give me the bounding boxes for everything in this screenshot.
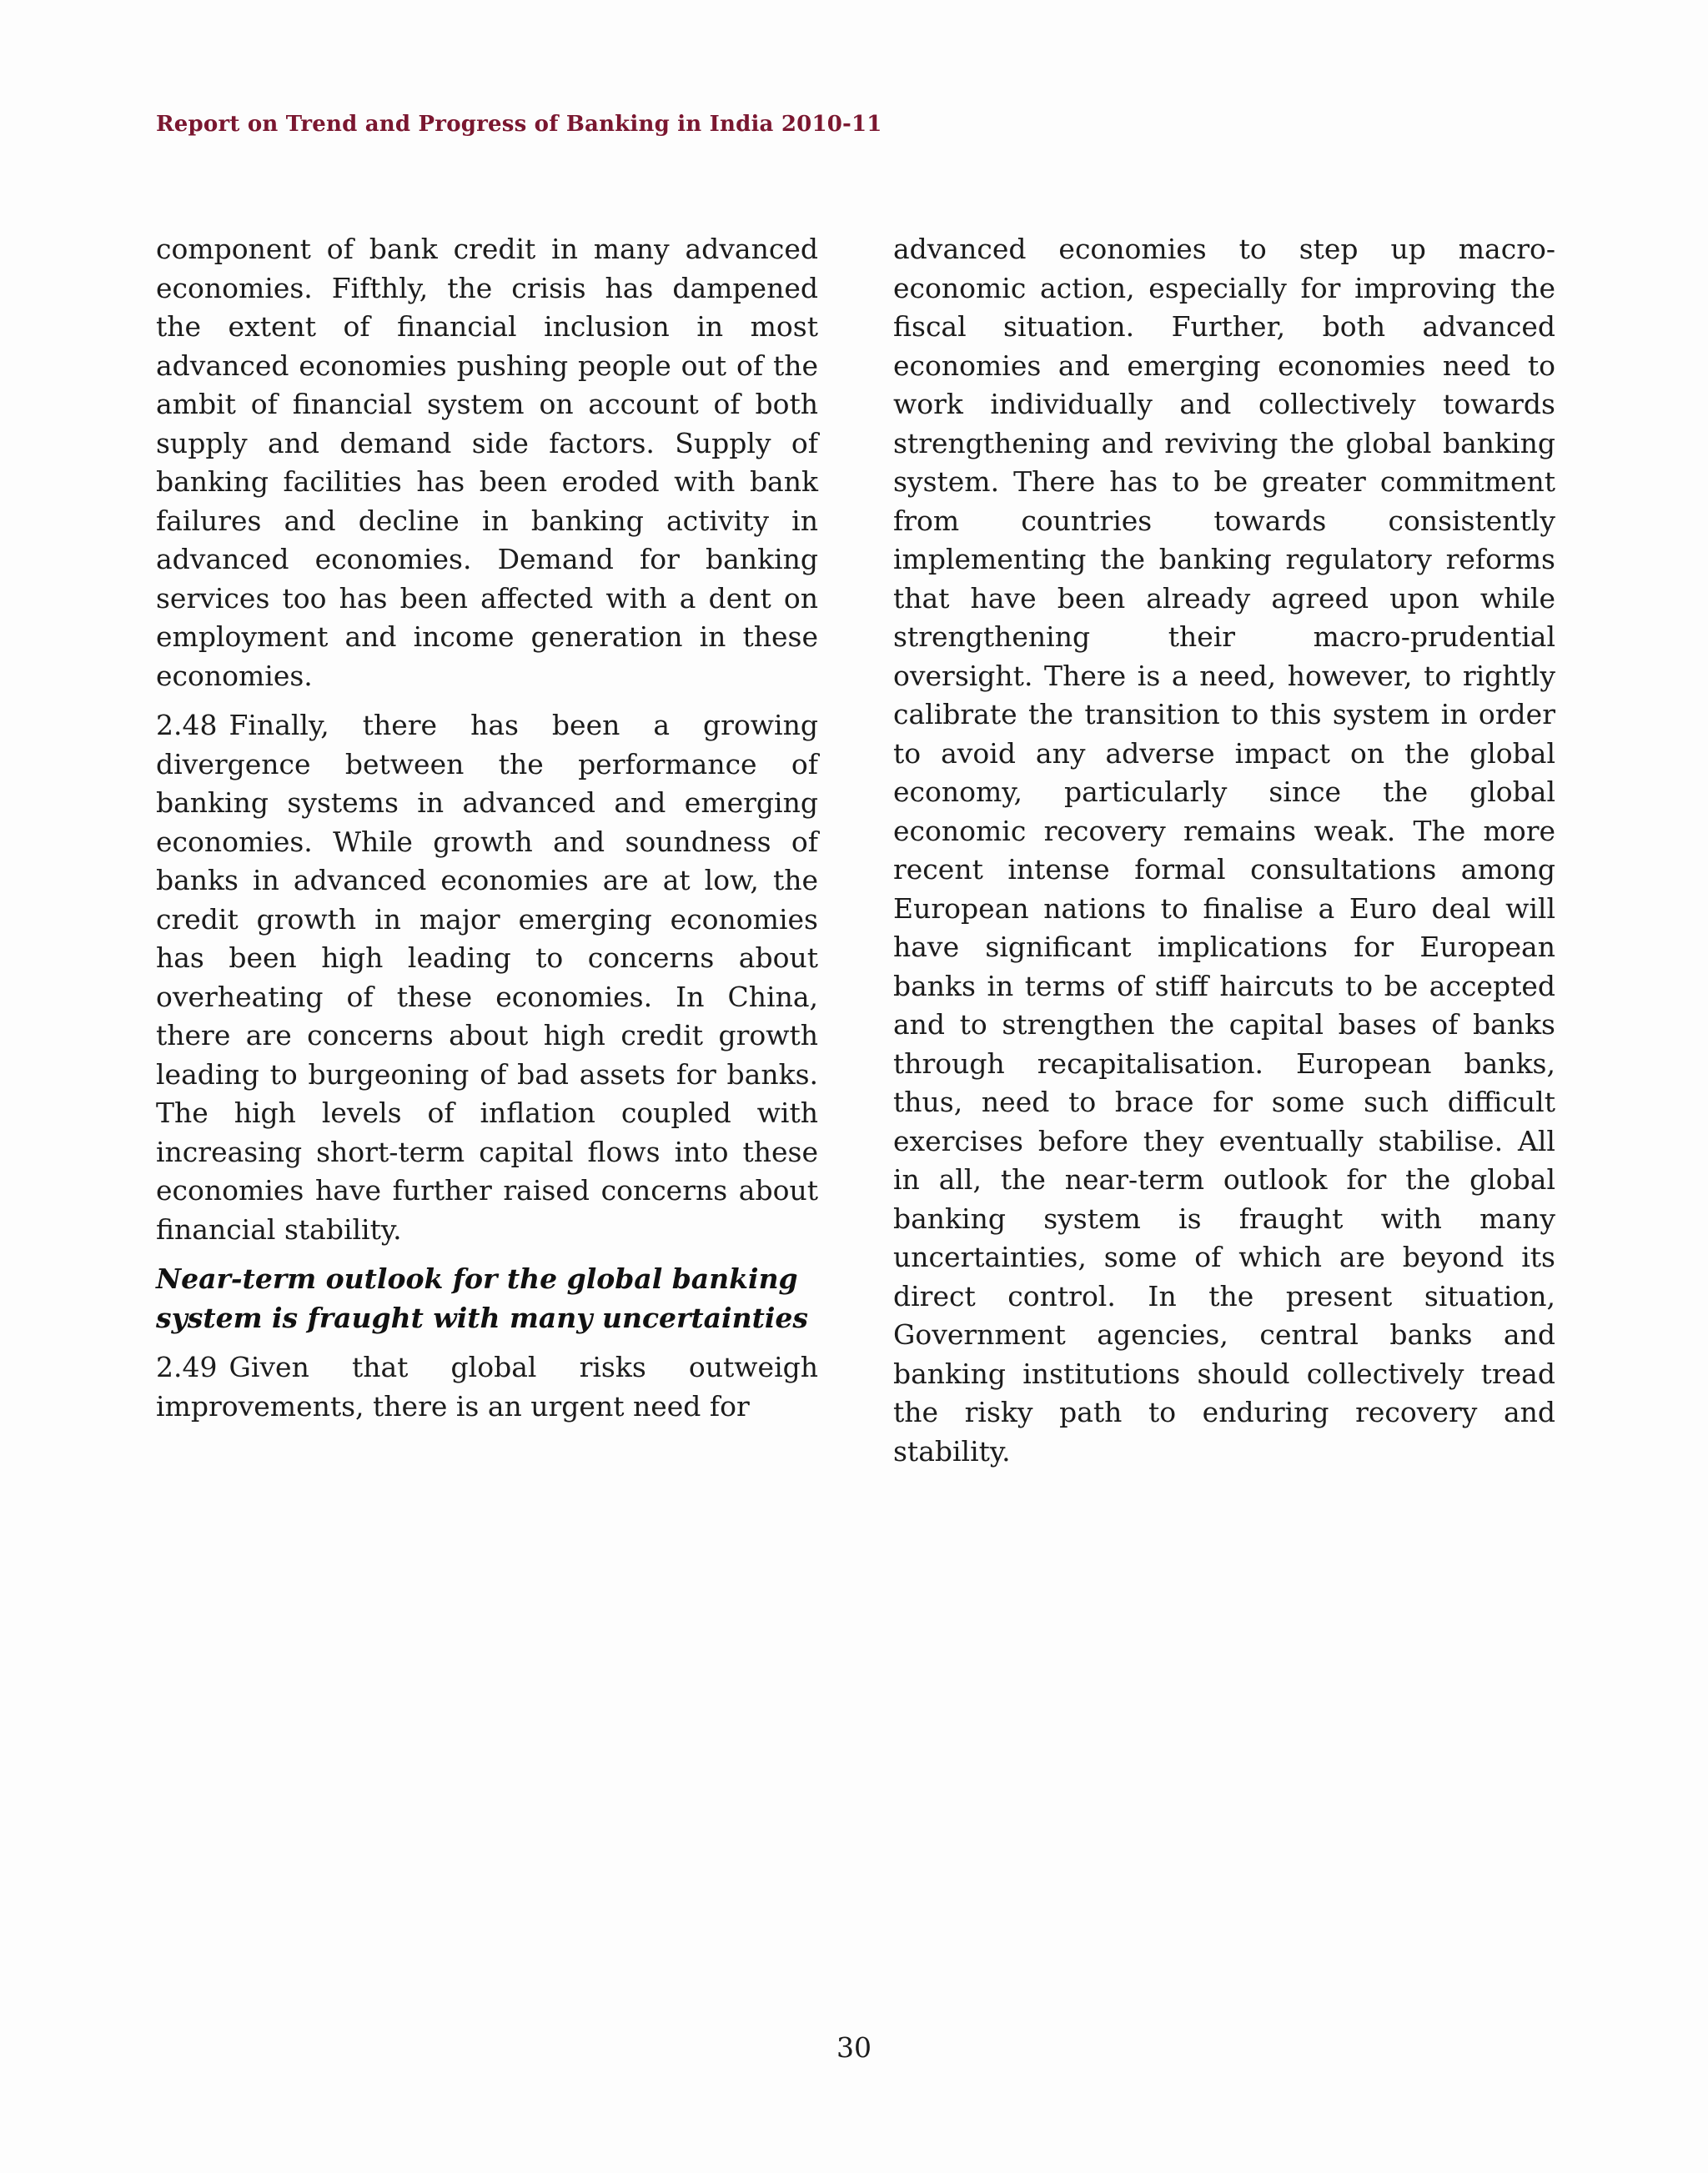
- paragraph-2-49-continued: advanced economies to step up macro-economic action, especially for improving the fiscal situation. Further, both advanced economies and emerging economies need to work individually and collectively towards strengthening and reviving the global banking system. There has to be greater commitment from countries towards consistently implementing the banking regulatory reforms that have been already agreed upon while strengthening their macro-prudential oversight. There is a need, however, to rightly calibrate the transition to this system in order to avoid any adverse impact on the global economy, particularly since the global economic recovery remains weak. The more recent intense formal consultations among European nations to finalise a Euro deal will have significant implications for European banks in terms of stiff haircuts to be accepted and to strengthen the capital bases of banks through recapitalisation. European banks, thus, need to brace for some such difficult exercises before they eventually stabilise. All in all, the near-term outlook for the global banking system is fraught with many uncertainties, some of which are beyond its direct control. In the present situation, Government agencies, central banks and banking institutions should collectively tread the risky path to enduring recovery and stability.: [893, 233, 1555, 1468]
- left-column: [156, 230, 818, 1437]
- paragraph-continued: component of bank credit in many advanced economies. Fifthly, the crisis has dampened the extent of financial inclusion in most advanced economies pushing people out of the ambit of financial system on account of both supply and demand side factors. Supply of banking facilities has been eroded with bank failures and decline in banking activity in advanced economies. Demand for banking services too has been affected with a dent on employment and income generation in these economies.: [156, 233, 818, 692]
- paragraph-text: Finally, there has been a growing divergence between the performance of banking systems in advanced and emerging economies. While growth and soundness of banks in advanced economies are at low, the credit growth in major emerging economies has been high leading to concerns about overheating of these economies. In China, there are concerns about high credit growth leading to burgeoning of bad assets for banks. The high levels of inflation coupled with increasing short-term capital flows into these economies have further raised concerns about financial stability.: [156, 709, 818, 1246]
- running-header: Report on Trend and Progress of Banking in India 2010-11: [156, 112, 882, 137]
- paragraph-2-49: [156, 1348, 818, 1426]
- paragraph-number: 2.49: [156, 1351, 218, 1383]
- section-subheading: Near-term outlook for the global banking system is fraught with many uncertainties: [156, 1262, 808, 1334]
- page-number: 30: [836, 2031, 872, 2064]
- paragraph-text: Given that global risks outweigh improvements, there is an urgent need for: [156, 1351, 818, 1423]
- paragraph-number: 2.48: [156, 709, 218, 741]
- paragraph-2-48: [156, 706, 818, 1249]
- right-column: [893, 230, 1555, 1482]
